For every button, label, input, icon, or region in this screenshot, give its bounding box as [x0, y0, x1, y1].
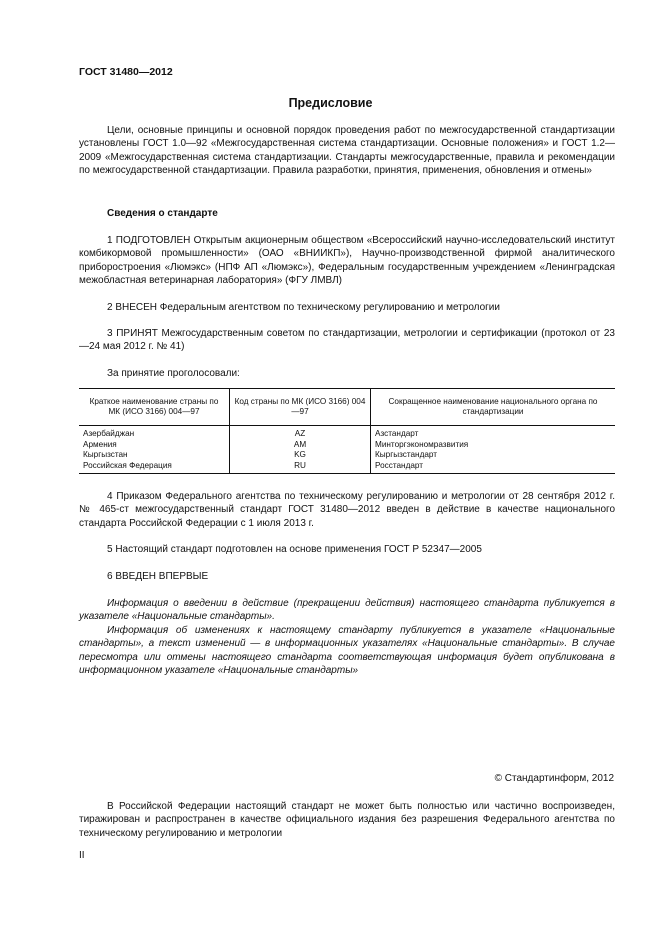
cell-body: Азстандарт — [371, 426, 616, 440]
cell-body: Кыргызстандарт — [371, 450, 616, 461]
page-number: II — [79, 850, 85, 861]
voting-table — [79, 388, 615, 474]
cell-code: RU — [230, 461, 371, 474]
page-title: Предисловие — [288, 96, 373, 110]
header-country: Краткое наименование страны по МК (ИСО 3166) 004—97 — [79, 389, 230, 426]
cell-body: Минторгэкономразвития — [371, 440, 616, 451]
intro-paragraph: Цели, основные принципы и основной порядок проведения работ по межгосударственной стандартизации установлены ГОСТ 1.0—92 «Межгосударственная система стандартизации. Основные положения» и ГОСТ 1.2—2009 «Межгосударственная система стандартизации. Стандарты межгосударственные, правила и рекомендации по межгосударственной стандартизации. Правила разработки, принятия, применения, обновления и отмены» — [79, 125, 615, 177]
table-row — [79, 440, 615, 451]
item-6 — [79, 570, 615, 583]
info-section — [79, 597, 615, 677]
votes-intro-text: За принятие проголосовали: — [107, 368, 240, 379]
table-header-row — [79, 389, 615, 426]
legal-notice — [79, 800, 615, 840]
cell-country: Российская Федерация — [79, 461, 230, 474]
cell-code: KG — [230, 450, 371, 461]
cell-country: Кыргызстан — [79, 450, 230, 461]
item-3 — [79, 327, 615, 354]
cell-code: AM — [230, 440, 371, 451]
info-paragraph-2: Информация об изменениях к настоящему стандарту публикуется в указателе «Национальные стандарты», а текст изменений — в информационных указателях «Национальные стандарты». В случае пересмотра или отмены настоящего стандарта соответствующая информация будет опубликована в информационном указателе «Национальные стандарты» — [79, 624, 615, 677]
item-6-text: 6 ВВЕДЕН ВПЕРВЫЕ — [107, 571, 209, 582]
item-4-text: 4 Приказом Федерального агентства по техническому регулированию и метрологии от 28 сентября 2012 г. № 465-ст межгосударственный стандарт ГОСТ 31480—2012 введен в действие в качестве национального стандарта Российской Федерации с 1 июля 2013 г. — [79, 491, 615, 529]
item-1-text: 1 ПОДГОТОВЛЕН Открытым акционерным обществом «Всероссийский научно-исследовательский институт комбикормовой промышленности» (ОАО «ВНИИКП»), Научно-производственной фирмой аналитического приборостроения «Люмэкс» (НПФ АП «Люмэкс»), Федеральным государственным учреждением «Ленинградская межобластная ветеринарная лаборатория» (ФГУ ЛМВЛ) — [79, 235, 615, 287]
copyright-notice: © Стандартинформ, 2012 — [494, 773, 614, 784]
cell-country: Азербайджан — [79, 426, 230, 440]
votes-intro — [79, 367, 615, 380]
item-1 — [79, 234, 615, 288]
section-heading: Сведения о стандарте — [107, 208, 218, 219]
table-row — [79, 461, 615, 474]
legal-notice-text: В Российской Федерации настоящий стандарт не может быть полностью или частично воспроизведен, тиражирован и распространен в качестве официального издания без разрешения Федерального агентства по техническому регулированию и метрологии — [79, 801, 615, 839]
header-body: Сокращенное наименование национального органа по стандартизации — [371, 389, 616, 426]
item-3-text: 3 ПРИНЯТ Межгосударственным советом по стандартизации, метрологии и сертификации (протокол от 23—24 мая 2012 г. № 41) — [79, 328, 615, 353]
cell-body: Росстандарт — [371, 461, 616, 474]
table-row — [79, 426, 615, 440]
intro-section — [79, 124, 615, 178]
cell-country: Армения — [79, 440, 230, 451]
item-4 — [79, 490, 615, 530]
document-code: ГОСТ 31480—2012 — [79, 66, 173, 78]
item-2-text: 2 ВНЕСЕН Федеральным агентством по техническому регулированию и метрологии — [107, 302, 500, 313]
item-5-text: 5 Настоящий стандарт подготовлен на основе применения ГОСТ Р 52347—2005 — [107, 544, 482, 555]
item-2 — [79, 301, 615, 314]
cell-code: AZ — [230, 426, 371, 440]
item-5 — [79, 543, 615, 556]
header-code: Код страны по МК (ИСО 3166) 004—97 — [230, 389, 371, 426]
table-row — [79, 450, 615, 461]
info-paragraph-1: Информация о введении в действие (прекращении действия) настоящего стандарта публикуется в указателе «Национальные стандарты». — [79, 598, 615, 623]
